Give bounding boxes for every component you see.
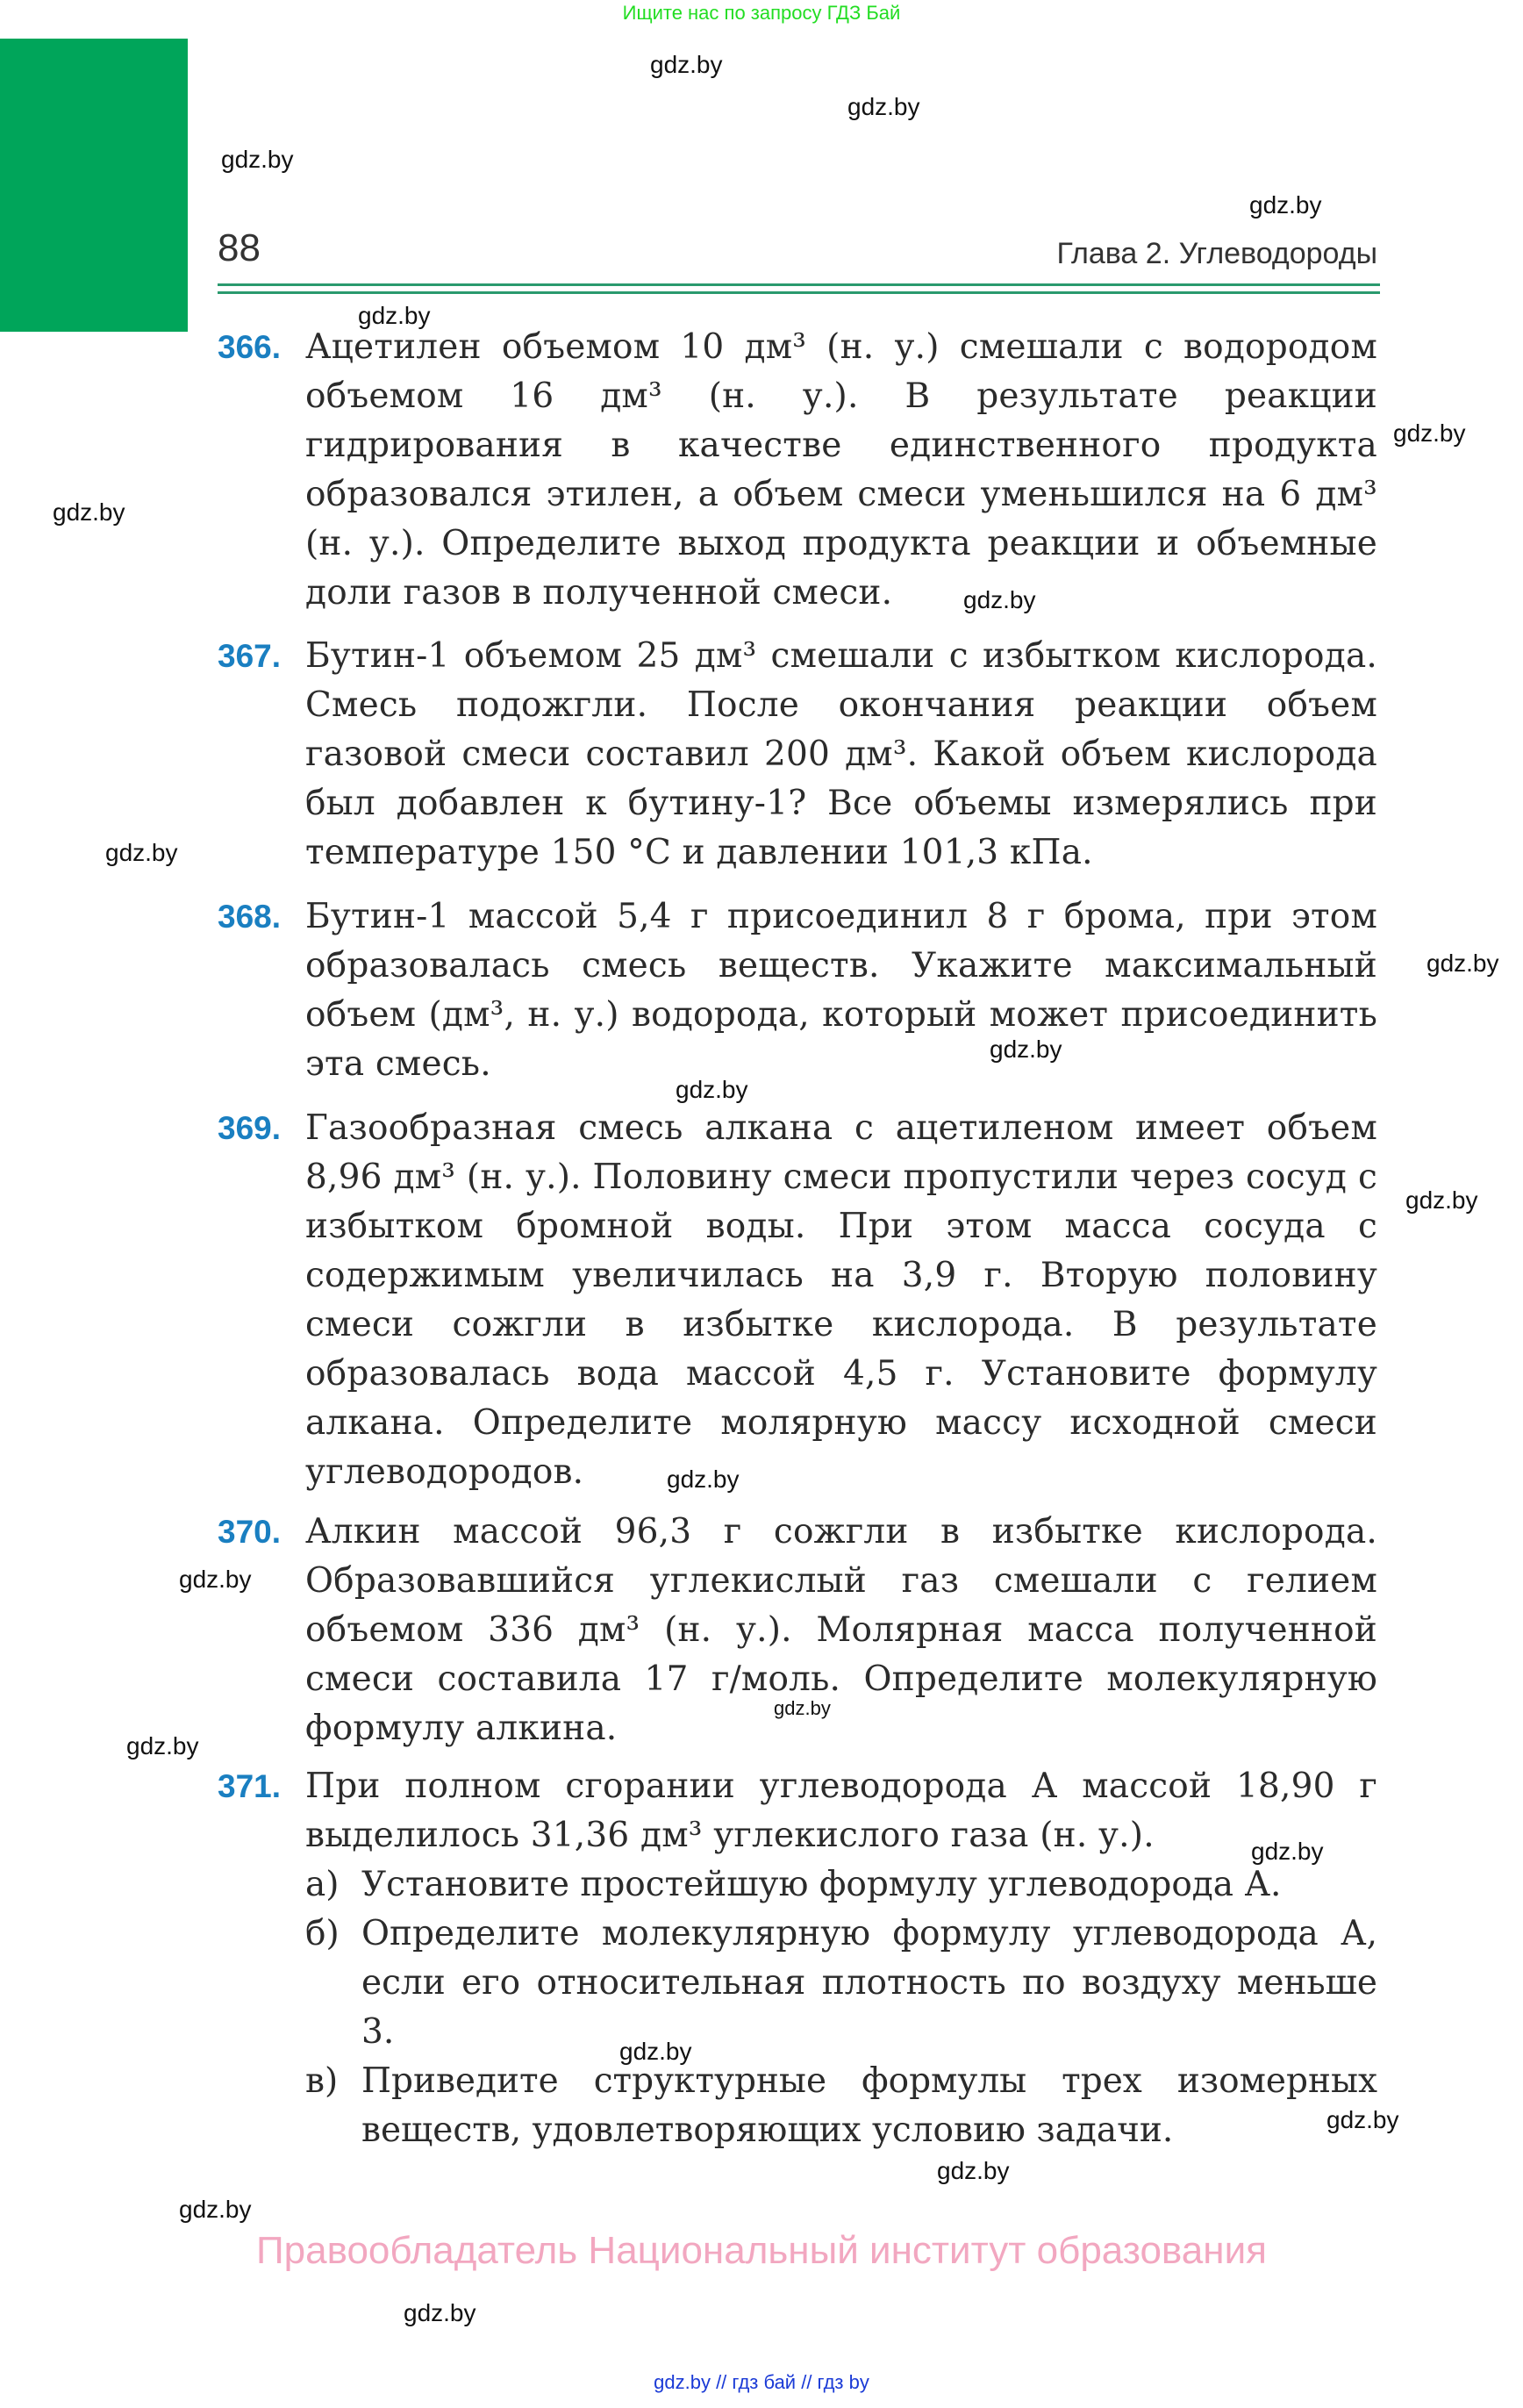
- watermark: gdz.by: [963, 586, 1036, 613]
- watermark: gdz.by: [619, 2038, 692, 2065]
- page-number: 88: [218, 226, 261, 269]
- problem-368: [218, 892, 1377, 1089]
- footer-links[interactable]: gdz.by // гдз бай // гдз by: [654, 2371, 869, 2393]
- problem-text: Ацетилен объемом 10 дм³ (н. у.) смешали с водородом объемом 16 дм³ (н. у.). В результате реакции гидрирования в качестве единственного продукта образовался этилен, а объем смеси уменьшился на 6 дм³ (н. у.). Определите выход продукта реакции и объемные доли газов в полученной смеси.: [305, 327, 1377, 613]
- chapter-title: Глава 2. Углеводороды: [1056, 237, 1377, 270]
- problem-number: 369.: [218, 1110, 282, 1146]
- watermark: gdz.by: [105, 839, 178, 866]
- subitem-c: [305, 2057, 1377, 2155]
- problem-number: 366.: [218, 329, 282, 365]
- subitem-text: Установите простейшую формулу углеводорода А.: [361, 1865, 1282, 1904]
- watermark: gdz.by: [53, 498, 125, 526]
- watermark: gdz.by: [1393, 419, 1466, 447]
- subitem-label: б): [305, 1914, 340, 1953]
- subitem-b: [305, 1910, 1377, 2057]
- subitem-label: а): [305, 1865, 340, 1904]
- problem-number: 371.: [218, 1768, 282, 1804]
- subitem-text: Приведите структурные формулы трех изомерных веществ, удовлетворяющих условию задачи.: [361, 2061, 1377, 2150]
- watermark: gdz.by: [179, 1566, 252, 1593]
- problem-text: Газообразная смесь алкана с ацетиленом имеет объем 8,96 дм³ (н. у.). Половину смеси пропустили через сосуд с избытком бромной воды. При этом масса сосуда с содержимым увеличилась на 3,9 г. Вторую половину смеси сожгли в избытке кислорода. В результате образовалась вода массой 4,5 г. Установите формулу алкана. Определите молярную массу исходной смеси углеводородов.: [305, 1108, 1377, 1492]
- problem-number: 370.: [218, 1514, 282, 1550]
- problem-text: При полном сгорании углеводорода А массой 18,90 г выделилось 31,36 дм³ углекислого газа (н. у.).: [305, 1767, 1377, 1855]
- watermark: gdz.by: [774, 1697, 831, 1719]
- problem-text: Бутин-1 объемом 25 дм³ смешали с избытком кислорода. Смесь подожгли. После окончания реакции объем газовой смеси составил 200 дм³. Какой объем кислорода был добавлен к бутину-1? Все объемы измерялись при температуре 150 °C и давлении 101,3 кПа.: [305, 636, 1377, 872]
- header-rule-bottom: [218, 291, 1380, 294]
- problem-367: [218, 632, 1377, 878]
- problem-371: [218, 1762, 1377, 2155]
- subitem-a: [305, 1860, 1377, 1910]
- watermark: gdz.by: [676, 1076, 748, 1103]
- watermark: gdz.by: [667, 1466, 740, 1493]
- problem-370: [218, 1508, 1377, 1753]
- watermark: gdz.by: [221, 146, 294, 173]
- watermark: gdz.by: [847, 93, 920, 120]
- problem-text: Алкин массой 96,3 г сожгли в избытке кислорода. Образовавшийся углекислый газ смешали с гелием объемом 336 дм³ (н. у.). Молярная масса полученной смеси составила 17 г/моль. Определите молекулярную формулу алкина.: [305, 1512, 1377, 1748]
- problem-366: [218, 323, 1377, 618]
- watermark: gdz.by: [179, 2196, 252, 2223]
- subitem-text: Определите молекулярную формулу углеводорода А, если его относительная плотность по воздуху меньше 3.: [361, 1914, 1377, 2052]
- watermark: gdz.by: [990, 1036, 1062, 1063]
- problem-number: 368.: [218, 899, 282, 935]
- problem-text: Бутин-1 массой 5,4 г присоединил 8 г брома, при этом образовалась смесь веществ. Укажите максимальный объем (дм³, н. у.) водорода, который может присоединить эта смесь.: [305, 897, 1377, 1084]
- watermark: gdz.by: [1249, 191, 1322, 219]
- watermark: gdz.by: [404, 2299, 476, 2326]
- chapter-accent-block: [0, 39, 188, 332]
- problem-number: 367.: [218, 638, 282, 674]
- watermark: gdz.by: [126, 1732, 199, 1759]
- watermark: gdz.by: [1326, 2106, 1399, 2133]
- watermark: gdz.by: [937, 2157, 1010, 2184]
- header-rule-top: [218, 283, 1380, 286]
- problem-369: [218, 1104, 1377, 1497]
- copyright-notice: Правообладатель Национальный институт образования: [256, 2229, 1267, 2272]
- watermark: gdz.by: [1405, 1186, 1478, 1214]
- watermark: gdz.by: [358, 302, 431, 329]
- subitem-label: в): [305, 2061, 339, 2101]
- watermark: gdz.by: [1251, 1838, 1324, 1865]
- watermark: gdz.by: [1426, 950, 1499, 977]
- search-banner: Ищите нас по запросу ГДЗ Бай: [622, 2, 901, 24]
- watermark: gdz.by: [650, 51, 723, 78]
